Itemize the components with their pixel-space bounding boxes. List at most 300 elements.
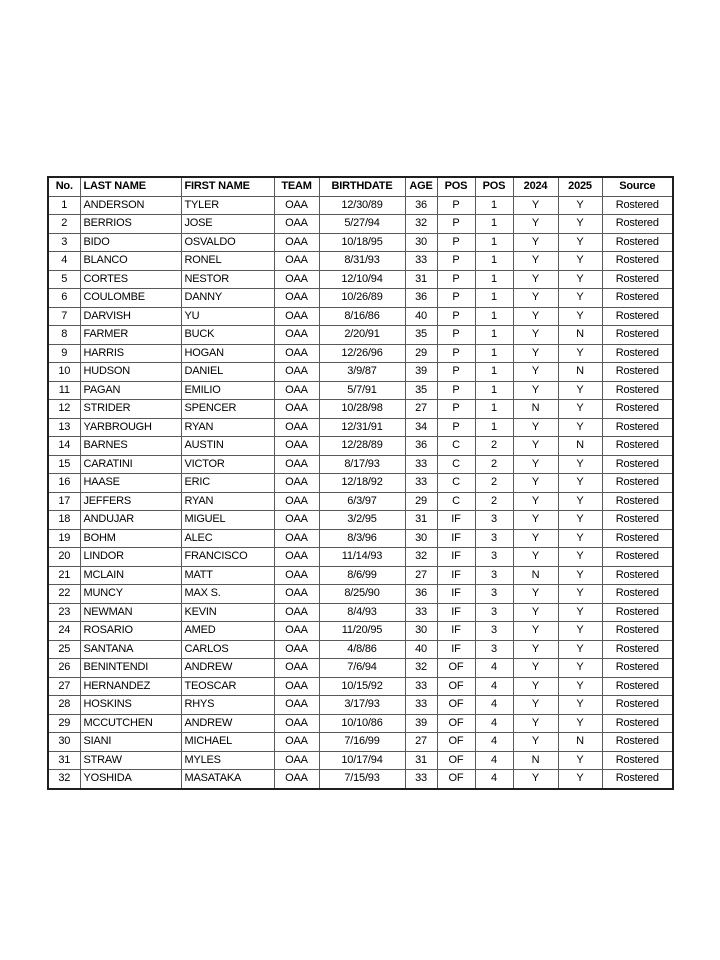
table-cell-2025: N: [558, 437, 602, 456]
table-cell-source: Rostered: [602, 344, 673, 363]
table-cell-pos-number: 1: [475, 363, 513, 382]
table-cell-no: 16: [48, 474, 80, 493]
table-cell-pos-number: 4: [475, 659, 513, 678]
table-cell-birthdate: 5/27/94: [319, 215, 405, 234]
table-cell-source: Rostered: [602, 770, 673, 789]
table-cell-first-name: DANIEL: [181, 363, 274, 382]
table-cell-age: 33: [405, 603, 437, 622]
table-row: [48, 566, 673, 585]
table-cell-age: 32: [405, 215, 437, 234]
table-cell-no: 14: [48, 437, 80, 456]
table-cell-pos-letter: OF: [437, 770, 475, 789]
table-cell-no: 30: [48, 733, 80, 752]
table-row: [48, 400, 673, 419]
table-cell-2025: Y: [558, 196, 602, 215]
table-cell-age: 29: [405, 492, 437, 511]
table-cell-source: Rostered: [602, 529, 673, 548]
table-cell-pos-letter: P: [437, 400, 475, 419]
table-cell-no: 24: [48, 622, 80, 641]
table-cell-age: 36: [405, 196, 437, 215]
table-cell-first-name: VICTOR: [181, 455, 274, 474]
table-cell-pos-number: 1: [475, 289, 513, 308]
table-cell-team: OAA: [274, 511, 319, 530]
table-cell-pos-letter: P: [437, 363, 475, 382]
table-cell-2025: Y: [558, 289, 602, 308]
table-cell-2024: Y: [513, 659, 558, 678]
table-cell-last-name: HAASE: [80, 474, 181, 493]
table-row: [48, 437, 673, 456]
table-cell-2025: Y: [558, 252, 602, 271]
table-cell-age: 31: [405, 751, 437, 770]
table-cell-no: 3: [48, 233, 80, 252]
table-cell-2025: Y: [558, 381, 602, 400]
table-cell-first-name: AMED: [181, 622, 274, 641]
table-cell-last-name: MUNCY: [80, 585, 181, 604]
table-cell-pos-number: 3: [475, 566, 513, 585]
table-cell-team: OAA: [274, 196, 319, 215]
table-cell-birthdate: 12/18/92: [319, 474, 405, 493]
column-header-first-name: FIRST NAME: [181, 177, 274, 196]
table-cell-age: 32: [405, 548, 437, 567]
table-cell-team: OAA: [274, 437, 319, 456]
table-cell-age: 32: [405, 659, 437, 678]
table-cell-last-name: YARBROUGH: [80, 418, 181, 437]
table-cell-source: Rostered: [602, 585, 673, 604]
table-cell-no: 20: [48, 548, 80, 567]
table-cell-pos-number: 1: [475, 307, 513, 326]
table-cell-pos-letter: IF: [437, 511, 475, 530]
table-cell-pos-letter: OF: [437, 733, 475, 752]
table-cell-age: 30: [405, 622, 437, 641]
column-header-age: AGE: [405, 177, 437, 196]
table-cell-source: Rostered: [602, 307, 673, 326]
table-cell-source: Rostered: [602, 492, 673, 511]
table-cell-age: 33: [405, 770, 437, 789]
table-cell-age: 34: [405, 418, 437, 437]
table-cell-pos-number: 4: [475, 714, 513, 733]
table-cell-2025: Y: [558, 585, 602, 604]
table-cell-pos-letter: P: [437, 418, 475, 437]
table-row: [48, 455, 673, 474]
table-cell-pos-letter: P: [437, 381, 475, 400]
table-cell-birthdate: 7/6/94: [319, 659, 405, 678]
table-cell-birthdate: 3/9/87: [319, 363, 405, 382]
table-cell-first-name: MASATAKA: [181, 770, 274, 789]
table-cell-source: Rostered: [602, 252, 673, 271]
table-cell-first-name: DANNY: [181, 289, 274, 308]
table-cell-2025: N: [558, 326, 602, 345]
table-cell-last-name: CORTES: [80, 270, 181, 289]
table-cell-team: OAA: [274, 252, 319, 271]
table-cell-last-name: SIANI: [80, 733, 181, 752]
table-cell-2025: Y: [558, 696, 602, 715]
table-cell-pos-number: 1: [475, 381, 513, 400]
table-cell-birthdate: 2/20/91: [319, 326, 405, 345]
table-cell-first-name: MYLES: [181, 751, 274, 770]
table-row: [48, 585, 673, 604]
table-row: [48, 196, 673, 215]
table-cell-pos-number: 3: [475, 622, 513, 641]
table-cell-birthdate: 12/31/91: [319, 418, 405, 437]
table-cell-last-name: HOSKINS: [80, 696, 181, 715]
table-cell-2024: Y: [513, 437, 558, 456]
table-cell-no: 18: [48, 511, 80, 530]
table-cell-source: Rostered: [602, 233, 673, 252]
table-cell-age: 36: [405, 437, 437, 456]
table-cell-2025: Y: [558, 548, 602, 567]
table-cell-2024: Y: [513, 770, 558, 789]
table-cell-birthdate: 10/15/92: [319, 677, 405, 696]
table-cell-last-name: HARRIS: [80, 344, 181, 363]
table-cell-2025: N: [558, 733, 602, 752]
table-cell-last-name: STRIDER: [80, 400, 181, 419]
table-row: [48, 233, 673, 252]
column-header-last-name: LAST NAME: [80, 177, 181, 196]
table-cell-pos-letter: P: [437, 307, 475, 326]
table-cell-2024: N: [513, 400, 558, 419]
table-cell-pos-number: 3: [475, 529, 513, 548]
table-cell-2024: Y: [513, 640, 558, 659]
table-cell-first-name: KEVIN: [181, 603, 274, 622]
table-cell-team: OAA: [274, 400, 319, 419]
table-cell-last-name: ANDUJAR: [80, 511, 181, 530]
table-cell-last-name: SANTANA: [80, 640, 181, 659]
table-cell-age: 31: [405, 511, 437, 530]
table-cell-birthdate: 4/8/86: [319, 640, 405, 659]
table-cell-source: Rostered: [602, 196, 673, 215]
table-cell-pos-letter: OF: [437, 677, 475, 696]
column-header-2024: 2024: [513, 177, 558, 196]
table-cell-last-name: CARATINI: [80, 455, 181, 474]
table-cell-pos-number: 1: [475, 233, 513, 252]
table-row: [48, 270, 673, 289]
table-cell-2024: Y: [513, 344, 558, 363]
table-cell-birthdate: 10/26/89: [319, 289, 405, 308]
table-cell-last-name: NEWMAN: [80, 603, 181, 622]
table-cell-no: 8: [48, 326, 80, 345]
table-cell-2025: Y: [558, 770, 602, 789]
table-cell-2025: Y: [558, 418, 602, 437]
table-cell-source: Rostered: [602, 215, 673, 234]
table-cell-no: 11: [48, 381, 80, 400]
table-cell-2024: Y: [513, 714, 558, 733]
table-cell-no: 9: [48, 344, 80, 363]
table-cell-pos-number: 1: [475, 418, 513, 437]
table-cell-birthdate: 11/20/95: [319, 622, 405, 641]
table-cell-source: Rostered: [602, 381, 673, 400]
table-cell-2024: Y: [513, 418, 558, 437]
table-cell-team: OAA: [274, 714, 319, 733]
table-cell-first-name: ANDREW: [181, 714, 274, 733]
table-cell-source: Rostered: [602, 289, 673, 308]
table-cell-birthdate: 8/16/86: [319, 307, 405, 326]
table-cell-no: 10: [48, 363, 80, 382]
table-row: [48, 252, 673, 271]
table-cell-pos-letter: P: [437, 252, 475, 271]
table-cell-age: 35: [405, 381, 437, 400]
table-cell-team: OAA: [274, 233, 319, 252]
table-cell-no: 19: [48, 529, 80, 548]
table-cell-pos-number: 3: [475, 640, 513, 659]
table-cell-team: OAA: [274, 344, 319, 363]
table-row: [48, 751, 673, 770]
table-cell-source: Rostered: [602, 474, 673, 493]
table-cell-team: OAA: [274, 640, 319, 659]
table-cell-2025: Y: [558, 400, 602, 419]
table-cell-2024: Y: [513, 622, 558, 641]
table-cell-pos-number: 1: [475, 215, 513, 234]
table-cell-no: 26: [48, 659, 80, 678]
table-cell-team: OAA: [274, 418, 319, 437]
table-cell-source: Rostered: [602, 400, 673, 419]
table-cell-team: OAA: [274, 566, 319, 585]
table-cell-first-name: ERIC: [181, 474, 274, 493]
table-row: [48, 659, 673, 678]
table-cell-pos-letter: P: [437, 196, 475, 215]
table-cell-pos-number: 3: [475, 511, 513, 530]
table-cell-2024: Y: [513, 363, 558, 382]
table-cell-2024: Y: [513, 529, 558, 548]
table-cell-birthdate: 8/4/93: [319, 603, 405, 622]
table-cell-team: OAA: [274, 455, 319, 474]
table-cell-birthdate: 6/3/97: [319, 492, 405, 511]
table-cell-pos-number: 4: [475, 696, 513, 715]
table-row: [48, 548, 673, 567]
table-row: [48, 363, 673, 382]
table-cell-2024: Y: [513, 307, 558, 326]
table-cell-team: OAA: [274, 215, 319, 234]
table-cell-pos-number: 1: [475, 400, 513, 419]
table-row: [48, 381, 673, 400]
table-cell-source: Rostered: [602, 270, 673, 289]
table-cell-team: OAA: [274, 529, 319, 548]
table-cell-2024: Y: [513, 270, 558, 289]
table-cell-pos-letter: IF: [437, 640, 475, 659]
table-row: [48, 696, 673, 715]
table-cell-2024: Y: [513, 381, 558, 400]
table-cell-no: 5: [48, 270, 80, 289]
table-cell-pos-letter: C: [437, 474, 475, 493]
table-cell-age: 35: [405, 326, 437, 345]
table-cell-pos-number: 4: [475, 733, 513, 752]
table-cell-2024: Y: [513, 511, 558, 530]
table-cell-birthdate: 12/26/96: [319, 344, 405, 363]
table-cell-source: Rostered: [602, 659, 673, 678]
table-cell-age: 33: [405, 677, 437, 696]
table-cell-pos-number: 3: [475, 548, 513, 567]
table-cell-team: OAA: [274, 326, 319, 345]
table-cell-no: 12: [48, 400, 80, 419]
table-row: [48, 307, 673, 326]
table-cell-no: 13: [48, 418, 80, 437]
table-cell-first-name: MIGUEL: [181, 511, 274, 530]
table-cell-birthdate: 8/17/93: [319, 455, 405, 474]
table-cell-no: 2: [48, 215, 80, 234]
table-cell-pos-letter: OF: [437, 751, 475, 770]
table-cell-pos-number: 2: [475, 492, 513, 511]
roster-table: [47, 176, 674, 790]
table-cell-pos-letter: C: [437, 455, 475, 474]
table-row: [48, 215, 673, 234]
table-cell-last-name: HERNANDEZ: [80, 677, 181, 696]
table-cell-source: Rostered: [602, 418, 673, 437]
table-cell-team: OAA: [274, 381, 319, 400]
column-header-2025: 2025: [558, 177, 602, 196]
table-cell-no: 21: [48, 566, 80, 585]
table-cell-pos-number: 3: [475, 585, 513, 604]
table-cell-2024: Y: [513, 696, 558, 715]
table-cell-birthdate: 7/16/99: [319, 733, 405, 752]
table-cell-first-name: EMILIO: [181, 381, 274, 400]
table-cell-2024: Y: [513, 603, 558, 622]
table-cell-pos-number: 1: [475, 326, 513, 345]
table-cell-pos-letter: OF: [437, 696, 475, 715]
table-cell-birthdate: 8/6/99: [319, 566, 405, 585]
table-cell-no: 15: [48, 455, 80, 474]
table-cell-age: 39: [405, 714, 437, 733]
table-cell-no: 4: [48, 252, 80, 271]
table-row: [48, 418, 673, 437]
table-cell-2025: Y: [558, 677, 602, 696]
table-cell-last-name: JEFFERS: [80, 492, 181, 511]
table-cell-no: 1: [48, 196, 80, 215]
table-row: [48, 603, 673, 622]
column-header-team: TEAM: [274, 177, 319, 196]
table-cell-first-name: JOSE: [181, 215, 274, 234]
table-cell-last-name: BLANCO: [80, 252, 181, 271]
table-cell-2024: Y: [513, 326, 558, 345]
table-cell-2025: Y: [558, 603, 602, 622]
table-cell-age: 33: [405, 696, 437, 715]
table-cell-source: Rostered: [602, 677, 673, 696]
table-cell-pos-letter: IF: [437, 622, 475, 641]
table-cell-team: OAA: [274, 289, 319, 308]
table-cell-source: Rostered: [602, 696, 673, 715]
column-header-source: Source: [602, 177, 673, 196]
table-cell-2024: N: [513, 751, 558, 770]
table-cell-first-name: RONEL: [181, 252, 274, 271]
table-cell-last-name: DARVISH: [80, 307, 181, 326]
table-cell-pos-letter: C: [437, 437, 475, 456]
table-cell-source: Rostered: [602, 622, 673, 641]
table-cell-last-name: BENINTENDI: [80, 659, 181, 678]
table-cell-first-name: RYAN: [181, 492, 274, 511]
table-cell-no: 6: [48, 289, 80, 308]
table-cell-source: Rostered: [602, 566, 673, 585]
table-cell-no: 23: [48, 603, 80, 622]
table-row: [48, 344, 673, 363]
table-cell-pos-number: 1: [475, 252, 513, 271]
table-cell-2025: Y: [558, 307, 602, 326]
table-cell-2025: Y: [558, 751, 602, 770]
table-cell-age: 30: [405, 529, 437, 548]
table-cell-birthdate: 8/3/96: [319, 529, 405, 548]
table-cell-pos-number: 1: [475, 344, 513, 363]
table-cell-last-name: COULOMBE: [80, 289, 181, 308]
table-row: [48, 326, 673, 345]
table-cell-2025: Y: [558, 270, 602, 289]
table-cell-2024: Y: [513, 733, 558, 752]
column-header-pos-letter: POS: [437, 177, 475, 196]
table-cell-team: OAA: [274, 492, 319, 511]
table-cell-last-name: ROSARIO: [80, 622, 181, 641]
table-cell-age: 30: [405, 233, 437, 252]
table-cell-first-name: MATT: [181, 566, 274, 585]
table-cell-last-name: HUDSON: [80, 363, 181, 382]
table-cell-last-name: BOHM: [80, 529, 181, 548]
table-cell-no: 25: [48, 640, 80, 659]
roster-table-body: [48, 196, 673, 789]
table-cell-last-name: STRAW: [80, 751, 181, 770]
column-header-pos-number: POS: [475, 177, 513, 196]
table-cell-first-name: TEOSCAR: [181, 677, 274, 696]
table-cell-first-name: SPENCER: [181, 400, 274, 419]
table-cell-birthdate: 7/15/93: [319, 770, 405, 789]
table-cell-2025: Y: [558, 714, 602, 733]
table-cell-last-name: PAGAN: [80, 381, 181, 400]
table-cell-source: Rostered: [602, 640, 673, 659]
table-cell-team: OAA: [274, 307, 319, 326]
table-cell-2024: Y: [513, 252, 558, 271]
table-row: [48, 733, 673, 752]
table-cell-last-name: MCLAIN: [80, 566, 181, 585]
table-cell-2025: Y: [558, 511, 602, 530]
table-cell-2024: Y: [513, 474, 558, 493]
table-cell-age: 36: [405, 289, 437, 308]
table-cell-first-name: MICHAEL: [181, 733, 274, 752]
table-cell-first-name: ALEC: [181, 529, 274, 548]
table-cell-first-name: RYAN: [181, 418, 274, 437]
table-cell-birthdate: 10/17/94: [319, 751, 405, 770]
table-cell-team: OAA: [274, 770, 319, 789]
table-cell-last-name: BERRIOS: [80, 215, 181, 234]
table-cell-age: 40: [405, 307, 437, 326]
table-cell-birthdate: 11/14/93: [319, 548, 405, 567]
table-cell-2025: Y: [558, 455, 602, 474]
table-cell-first-name: YU: [181, 307, 274, 326]
table-cell-first-name: TYLER: [181, 196, 274, 215]
table-cell-2025: Y: [558, 640, 602, 659]
table-row: [48, 770, 673, 789]
table-cell-pos-number: 4: [475, 677, 513, 696]
table-cell-2025: Y: [558, 215, 602, 234]
table-cell-birthdate: 10/18/95: [319, 233, 405, 252]
table-cell-age: 40: [405, 640, 437, 659]
table-cell-2025: Y: [558, 233, 602, 252]
column-header-birthdate: BIRTHDATE: [319, 177, 405, 196]
table-cell-source: Rostered: [602, 714, 673, 733]
table-cell-age: 27: [405, 566, 437, 585]
table-cell-source: Rostered: [602, 455, 673, 474]
table-cell-first-name: OSVALDO: [181, 233, 274, 252]
table-cell-pos-letter: IF: [437, 548, 475, 567]
table-cell-no: 22: [48, 585, 80, 604]
table-cell-team: OAA: [274, 659, 319, 678]
table-cell-2024: Y: [513, 196, 558, 215]
table-row: [48, 529, 673, 548]
table-cell-pos-letter: IF: [437, 603, 475, 622]
table-cell-age: 31: [405, 270, 437, 289]
table-cell-birthdate: 3/17/93: [319, 696, 405, 715]
table-cell-pos-number: 2: [475, 437, 513, 456]
table-cell-team: OAA: [274, 733, 319, 752]
table-cell-first-name: FRANCISCO: [181, 548, 274, 567]
table-cell-source: Rostered: [602, 603, 673, 622]
table-cell-2024: Y: [513, 548, 558, 567]
table-cell-first-name: ANDREW: [181, 659, 274, 678]
table-cell-source: Rostered: [602, 437, 673, 456]
table-cell-2025: Y: [558, 622, 602, 641]
